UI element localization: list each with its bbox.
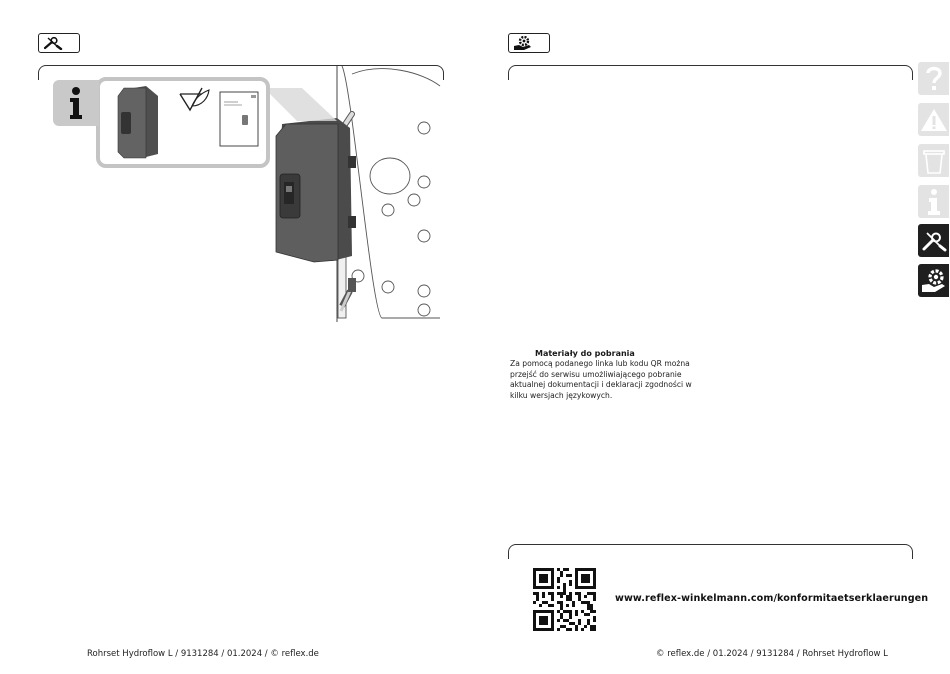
- tab-help[interactable]: [918, 62, 949, 95]
- info-icon: [53, 80, 99, 126]
- download-text-line: Za pomocą podanego linka lub kodu QR można: [510, 359, 690, 368]
- tab-installation[interactable]: [918, 224, 949, 257]
- footer-left: Rohrset Hydroflow L / 9131284 / 01.2024 / © reflex.de: [87, 649, 319, 659]
- section-header-badge-right: [508, 33, 550, 53]
- tab-information[interactable]: [918, 185, 949, 218]
- warning-triangle-icon: [920, 107, 948, 133]
- footer-right: © reflex.de / 01.2024 / 9131284 / Rohrset Hydroflow L: [656, 649, 888, 659]
- content-frame-right-bottom: [508, 544, 913, 559]
- info-badge: [53, 80, 99, 126]
- hand-gear-icon: [920, 268, 948, 294]
- download-text-line: aktualnej dokumentacji i deklaracji zgodności w: [510, 380, 692, 389]
- download-text-line: kilku wersjach językowych.: [510, 390, 613, 400]
- question-mark-icon: [922, 65, 946, 93]
- tab-service[interactable]: [918, 264, 949, 297]
- hand-gear-icon: [513, 35, 533, 51]
- installation-illustration: [52, 66, 444, 322]
- conformity-declaration-link[interactable]: www.reflex-winkelmann.com/konformitaetserklaerungen: [615, 593, 929, 604]
- wrench-screwdriver-icon: [921, 230, 947, 252]
- section-header-badge-left: [38, 33, 80, 53]
- qr-code-icon[interactable]: [533, 568, 596, 631]
- tab-disposal[interactable]: [918, 144, 949, 177]
- tab-safety[interactable]: [918, 103, 949, 136]
- trash-bin-icon: [921, 147, 947, 175]
- wrench-screwdriver-icon: [43, 36, 63, 50]
- download-section: [510, 349, 700, 401]
- download-text-line: przejść do serwisu umożliwiającego pobranie: [510, 369, 682, 379]
- info-icon: [922, 187, 946, 217]
- download-title: Materiały do pobrania: [535, 349, 635, 358]
- content-frame-right-top: [508, 65, 913, 80]
